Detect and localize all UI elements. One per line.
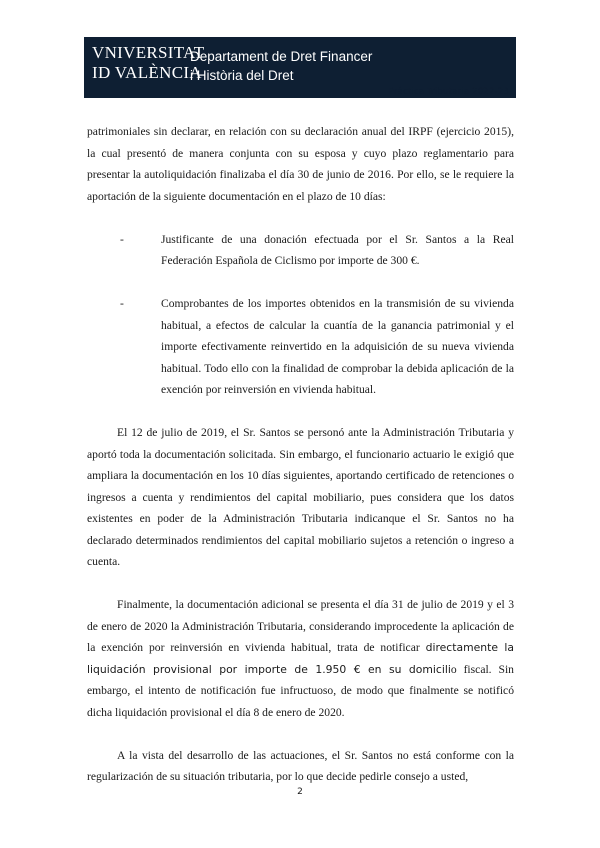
list-item-2 bbox=[87, 293, 514, 401]
department-line-1: Departament de Dret Financer bbox=[190, 49, 373, 64]
page-number: 2 bbox=[297, 787, 303, 797]
bullet-1: - bbox=[120, 232, 124, 246]
course-subtitle: Práctica Tributaria 2022-23 bbox=[388, 87, 509, 97]
paragraph-3 bbox=[87, 594, 514, 723]
document-body bbox=[87, 121, 514, 788]
paragraph-3-part-c: o fiscal. Sin embargo, el intento de notificación fue infructuoso, de modo que finalmente se notificó dicha liquidación provisional el día 8 de enero de 2020. bbox=[87, 662, 514, 719]
paragraph-3-part-a: Finalmente, la documentación adicional se presenta el día 31 de julio de 2019 y el 3 de enero de 2020 la Administración Tributaria, considerando improcedente la aplicación de la exención por reinversión en vivienda habitual, trata de notificar bbox=[87, 598, 514, 654]
department-line-2: i Història del Dret bbox=[190, 68, 294, 83]
list-item-1 bbox=[87, 229, 514, 272]
list-item-2-text: Comprobantes de los importes obtenidos en la transmisión de su vivienda habitual, a efectos de calcular la cuantía de la ganancia patrimonial y el importe efectivamente reinvertido en la adquisición de su nueva vivienda habitual. Todo ello con la finalidad de comprobar la debida aplicación de la exención por reinversión en vivienda habitual. bbox=[161, 297, 514, 396]
logo-line-1: VNIVERSITAT bbox=[92, 43, 205, 62]
paragraph-2: El 12 de julio de 2019, el Sr. Santos se personó ante la Administración Tributaria y aportó toda la documentación solicitada. Sin embargo, el funcionario actuario le exigió que ampliara la documentación en los 10 días siguientes, aportando certificado de retenciones o ingresos a cuenta y rendimientos del capital mobiliario, pues considera que los datos existentes en poder de la Administración Tributaria indicanque el Sr. Santos no ha declarado determinados rendimientos del capital mobiliario sujetos a retención o ingreso a cuenta. bbox=[87, 426, 514, 568]
university-logo bbox=[92, 43, 204, 83]
logo-line-2: ID VALÈNCIA bbox=[92, 63, 202, 82]
paragraph-1: patrimoniales sin declarar, en relación con su declaración anual del IRPF (ejercicio 2015), la cual presentó de manera conjunta con su esposa y cuyo plazo reglamentario para presentar la autoliquidación finalizaba el día 30 de junio de 2016. Por ello, se le requiere la aportación de la siguiente documentación en el plazo de 10 días: bbox=[87, 125, 514, 203]
paragraph-3-part-b: directamente la liquidación provisional por importe de 1.950 € en su domicili bbox=[87, 641, 514, 676]
list-item-1-text: Justificante de una donación efectuada por el Sr. Santos a la Real Federación Española de Ciclismo por importe de 300 €. bbox=[161, 232, 514, 267]
bullet-2: - bbox=[120, 297, 124, 310]
paragraph-4: A la vista del desarrollo de las actuaciones, el Sr. Santos no está conforme con la regularización de su situación tributaria, por lo que decide pedirle consejo a usted, bbox=[87, 748, 514, 783]
department-name bbox=[190, 47, 372, 85]
